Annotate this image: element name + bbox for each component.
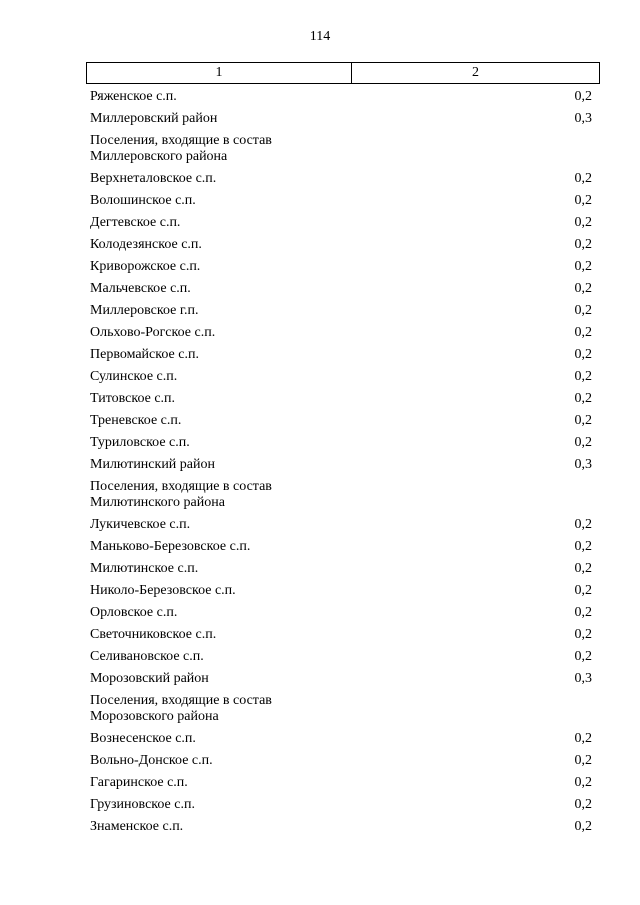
row-name: Лукичевское с.п. [90, 517, 191, 532]
row-name: Мальчевское с.п. [90, 281, 191, 296]
table-row [90, 391, 592, 413]
page-number: 114 [309, 29, 331, 44]
table-row [90, 627, 592, 649]
row-name: Миллеровское г.п. [90, 303, 199, 318]
row-value [562, 479, 592, 511]
row-value: 0,2 [574, 259, 592, 274]
row-value: 0,2 [574, 171, 592, 186]
row-name: Туриловское с.п. [90, 435, 190, 450]
table-row [90, 605, 592, 627]
row-value: 0,2 [574, 583, 592, 598]
row-value: 0,2 [574, 237, 592, 252]
table-row [90, 517, 592, 539]
row-name: Светочниковское с.п. [90, 627, 217, 642]
table-row [90, 797, 592, 819]
row-value: 0,2 [574, 215, 592, 230]
table-row [90, 133, 592, 171]
table-row [90, 89, 592, 111]
row-name: Сулинское с.п. [90, 369, 178, 384]
table-row [90, 539, 592, 561]
row-name: Гагаринское с.п. [90, 775, 188, 790]
row-name: Поселения, входящие в состав Морозовского района [90, 693, 272, 724]
row-value: 0,2 [574, 605, 592, 620]
row-value: 0,3 [574, 671, 592, 686]
row-value: 0,2 [574, 819, 592, 834]
row-value: 0,2 [574, 539, 592, 554]
row-value: 0,2 [574, 325, 592, 340]
table-row [90, 649, 592, 671]
row-value: 0,2 [574, 435, 592, 450]
row-name: Морозовский район [90, 671, 209, 686]
row-name: Грузиновское с.п. [90, 797, 195, 812]
row-value: 0,2 [574, 753, 592, 768]
row-value: 0,2 [574, 347, 592, 362]
table-row [90, 215, 592, 237]
table-row [90, 693, 592, 731]
row-value: 0,2 [574, 369, 592, 384]
table-row [90, 237, 592, 259]
table-row [90, 583, 592, 605]
row-value: 0,2 [574, 303, 592, 318]
table-row [90, 435, 592, 457]
row-name: Милютинский район [90, 457, 216, 472]
table-row [90, 369, 592, 391]
table-row [90, 753, 592, 775]
row-name: Дегтевское с.п. [90, 215, 181, 230]
table-row [90, 325, 592, 347]
row-name: Первомайское с.п. [90, 347, 199, 362]
table-header-col-2: 2 [472, 65, 479, 80]
row-name: Треневское с.п. [90, 413, 182, 428]
row-name: Маньково-Березовское с.п. [90, 539, 251, 554]
row-value: 0,2 [574, 413, 592, 428]
table-header [86, 62, 600, 84]
row-name: Колодезянское с.п. [90, 237, 202, 252]
table-row [90, 347, 592, 369]
table-body [90, 89, 592, 841]
row-name: Волошинское с.п. [90, 193, 196, 208]
row-name: Вознесенское с.п. [90, 731, 196, 746]
table-row [90, 731, 592, 753]
row-value: 0,2 [574, 561, 592, 576]
row-value: 0,2 [574, 775, 592, 790]
row-value: 0,2 [574, 649, 592, 664]
row-name: Поселения, входящие в состав Миллеровского района [90, 133, 272, 164]
row-value [562, 133, 592, 165]
row-name: Титовское с.п. [90, 391, 176, 406]
row-value: 0,3 [574, 457, 592, 472]
row-value: 0,3 [574, 111, 592, 126]
table-header-col-1: 1 [87, 63, 352, 83]
row-name: Поселения, входящие в состав Милютинского района [90, 479, 272, 510]
table-row [90, 457, 592, 479]
table-row [90, 259, 592, 281]
table-row [90, 171, 592, 193]
row-name: Миллеровский район [90, 111, 218, 126]
table-row [90, 303, 592, 325]
table-row [90, 561, 592, 583]
row-name: Ряженское с.п. [90, 89, 177, 104]
row-name: Верхнеталовское с.п. [90, 171, 217, 186]
table-row [90, 819, 592, 841]
row-name: Вольно-Донское с.п. [90, 753, 213, 768]
row-name: Николо-Березовское с.п. [90, 583, 236, 598]
row-value: 0,2 [574, 797, 592, 812]
table-row [90, 193, 592, 215]
row-value [562, 693, 592, 725]
row-name: Криворожское с.п. [90, 259, 201, 274]
table-row [90, 111, 592, 133]
row-name: Ольхово-Рогское с.п. [90, 325, 216, 340]
row-name: Милютинское с.п. [90, 561, 199, 576]
row-value: 0,2 [574, 281, 592, 296]
table-row [90, 479, 592, 517]
table-row [90, 413, 592, 435]
row-value: 0,2 [574, 89, 592, 104]
row-name: Селивановское с.п. [90, 649, 204, 664]
row-value: 0,2 [574, 391, 592, 406]
row-value: 0,2 [574, 627, 592, 642]
row-name: Орловское с.п. [90, 605, 178, 620]
table-row [90, 775, 592, 797]
table-row [90, 281, 592, 303]
row-value: 0,2 [574, 193, 592, 208]
row-value: 0,2 [574, 517, 592, 532]
table-row [90, 671, 592, 693]
row-name: Знаменское с.п. [90, 819, 184, 834]
row-value: 0,2 [574, 731, 592, 746]
